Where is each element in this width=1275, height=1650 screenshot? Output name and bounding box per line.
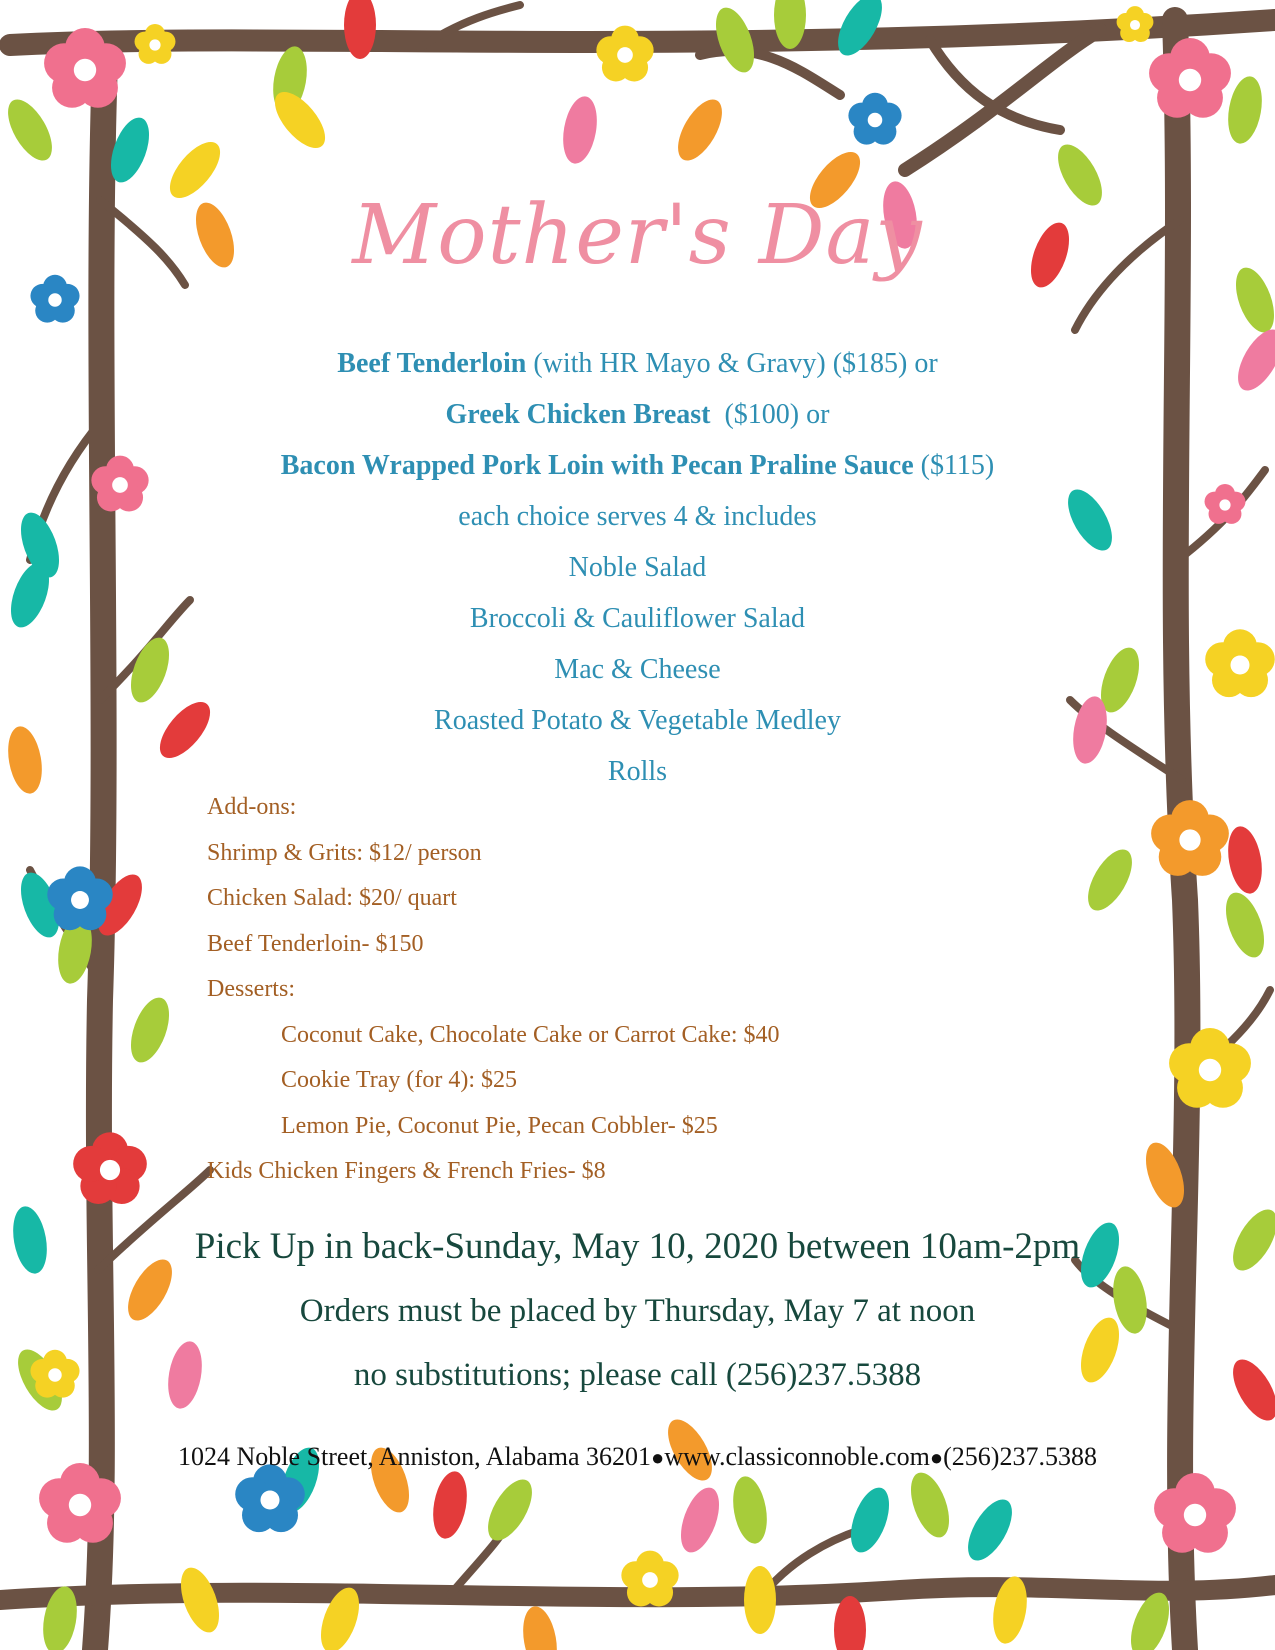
kids-item: Kids Chicken Fingers & French Fries- $8 — [207, 1158, 606, 1184]
entree-name: Beef Tenderloin — [337, 348, 527, 379]
footer-phone[interactable]: (256)237.5388 — [943, 1442, 1097, 1471]
side-item: Mac & Cheese — [554, 654, 721, 685]
leaf-icon — [123, 993, 176, 1068]
leaf-icon — [518, 1604, 561, 1650]
addon-item: Chicken Salad: $20/ quart — [207, 885, 457, 911]
leaf-icon — [669, 93, 731, 168]
entree-detail: (with HR Mayo & Gravy) ($185) or — [526, 348, 938, 379]
leaf-icon — [0, 93, 61, 168]
flower-icon — [73, 1132, 147, 1204]
addon-item: Shrimp & Grits: $12/ person — [207, 839, 482, 866]
leaf-icon — [959, 1493, 1021, 1568]
pickup-info — [0, 1215, 1275, 1407]
pickup-date: Pick Up in back-Sunday, May 10, 2020 between 10am-2pm — [194, 1226, 1081, 1267]
leaf-icon — [558, 94, 601, 167]
entree-name: Bacon Wrapped Pork Loin with Pecan Praline Sauce — [280, 450, 914, 481]
entree-detail: ($100) or — [710, 399, 830, 430]
leaf-icon — [728, 1474, 771, 1547]
page-title: Mother's Day — [352, 188, 923, 283]
addons-heading: Add-ons: — [207, 794, 297, 820]
leaf-icon — [1223, 824, 1266, 897]
leaf-icon — [903, 1468, 956, 1543]
footer-address: 1024 Noble Street, Anniston, Alabama 36201 — [178, 1442, 652, 1471]
flower-icon — [1149, 38, 1231, 118]
leaf-icon — [479, 1473, 541, 1548]
leaf-icon — [673, 1483, 726, 1558]
leaf-icon — [1223, 74, 1266, 147]
flower-icon — [1154, 1473, 1236, 1553]
addon-item: Beef Tenderloin- $150 — [207, 930, 424, 957]
side-item: Rolls — [607, 756, 668, 787]
footer-website[interactable]: www.classiconnoble.com — [664, 1442, 930, 1471]
addons-section — [207, 785, 780, 1195]
entree-line — [0, 440, 1275, 491]
order-deadline: Orders must be placed by Thursday, May 7 at noon — [299, 1293, 976, 1329]
leaf-icon — [843, 1483, 896, 1558]
entree-line — [0, 338, 1275, 389]
leaf-icon — [428, 1469, 471, 1542]
side-item: Noble Salad — [568, 552, 707, 583]
entree-line — [0, 389, 1275, 440]
flower-icon — [30, 275, 79, 323]
flower-icon — [1117, 6, 1154, 42]
menu-section — [0, 338, 1275, 797]
leaf-icon — [1079, 843, 1141, 918]
flower-icon — [1151, 800, 1229, 876]
includes-intro: each choice serves 4 & includes — [458, 501, 817, 532]
bullet-icon: ● — [651, 1445, 665, 1470]
leaf-icon — [744, 1566, 776, 1634]
desserts-heading: Desserts: — [207, 976, 295, 1002]
side-item: Roasted Potato & Vegetable Medley — [434, 705, 841, 736]
footer-contact — [0, 1442, 1275, 1472]
leaf-icon — [834, 1596, 866, 1650]
leaf-icon — [1218, 888, 1271, 963]
dessert-item: Lemon Pie, Coconut Pie, Pecan Cobbler- $25 — [281, 1112, 718, 1139]
entree-detail: ($115) — [913, 450, 995, 481]
flower-icon — [848, 93, 901, 145]
dessert-item: Coconut Cake, Chocolate Cake or Carrot Cake: $40 — [281, 1021, 780, 1048]
dessert-item: Cookie Tray (for 4): $25 — [281, 1067, 517, 1093]
entree-name: Greek Chicken Breast — [445, 399, 711, 430]
flower-icon — [621, 1551, 678, 1607]
side-item: Broccoli & Cauliflower Salad — [469, 603, 806, 634]
bullet-icon: ● — [929, 1445, 944, 1470]
call-note: no substitutions; please call (256)237.5388 — [353, 1357, 922, 1393]
